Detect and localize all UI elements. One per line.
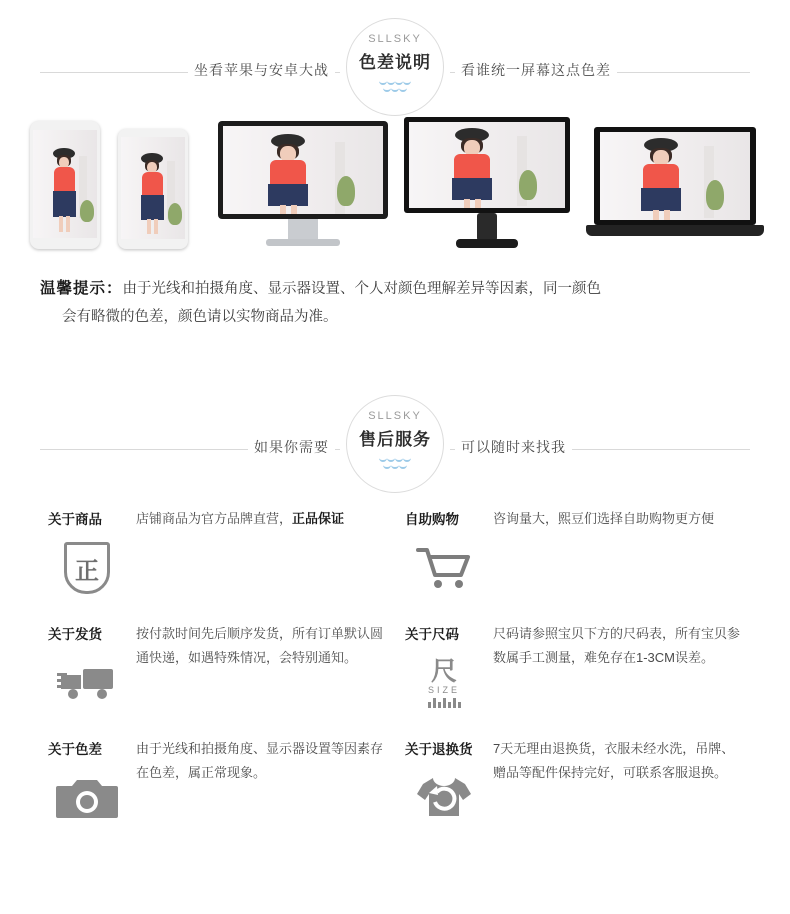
service-header-left-text: 如果你需要 <box>248 437 335 457</box>
tip-line-2: 会有略微的色差，颜色请以实物商品为准。 <box>62 309 338 325</box>
service-body <box>136 622 385 715</box>
color-header-right-text: 看谁统一屏幕这点色差 <box>455 60 617 80</box>
monitor-bezel <box>404 117 570 213</box>
tip-line-1: 由于光线和拍摄角度、显示器设置、个人对颜色理解差异等因素，同一颜色 <box>122 281 602 297</box>
service-title: 关于尺码 <box>405 627 459 642</box>
badge-title: 售后服务 <box>359 430 431 449</box>
service-body-text: 咨询量大，熙豆们选择自助购物更方便 <box>493 511 715 526</box>
service-item-return <box>405 737 742 830</box>
service-body-text: 按付款时间先后顺序发货，所有订单默认圆通快递，如遇特殊情况，会特别通知。 <box>136 626 384 665</box>
imac-base <box>266 239 340 246</box>
ruler-icon <box>412 651 476 715</box>
ruler-ticks <box>428 698 461 708</box>
delivery-truck-icon <box>55 651 119 715</box>
laptop-base <box>586 225 764 236</box>
service-body-text: 由于光线和拍摄角度、显示器设置等因素存在色差，属正常现象。 <box>136 741 384 780</box>
color-tip-block <box>40 275 750 331</box>
service-body-text: 尺码请参照宝贝下方的尺码表，所有宝贝参数属手工测量，难免存在1-3CM误差。 <box>493 626 741 665</box>
service-icon-column <box>405 507 483 600</box>
service-body-text: 7天无理由退换货，衣服未经水洗，吊牌、赠品等配件保持完好，可联系客服退换。 <box>493 741 735 780</box>
tip-label: 温馨提示： <box>40 280 123 297</box>
wave-decoration <box>347 79 443 85</box>
service-item-product <box>48 507 385 600</box>
service-body-text: 店铺商品为官方品牌直营， <box>136 511 293 526</box>
service-body <box>493 622 742 715</box>
wave-decoration-2 <box>347 463 443 469</box>
service-body-strong: 正品保证 <box>292 511 345 526</box>
device-lcd-monitor <box>404 117 570 249</box>
service-icon-column <box>405 622 483 715</box>
model-photo <box>121 137 185 239</box>
service-title: 关于退换货 <box>405 742 473 757</box>
service-item-shipping <box>48 622 385 715</box>
model-photo <box>33 130 97 238</box>
badge-brand-name: SLLSKY <box>368 410 422 422</box>
ruler-char: 尺 <box>430 656 457 686</box>
service-body <box>136 737 385 830</box>
service-icon-column <box>48 737 126 830</box>
service-header-right-text: 可以随时来找我 <box>455 437 572 457</box>
color-section-badge <box>346 18 444 116</box>
wave-decoration <box>347 456 443 462</box>
service-list <box>48 507 742 830</box>
service-item-color <box>48 737 385 830</box>
model-photo <box>223 126 383 214</box>
monitor-neck <box>477 213 497 241</box>
model-photo <box>409 122 565 208</box>
camera-icon <box>55 766 119 830</box>
service-icon-column <box>48 507 126 600</box>
device-smartphone-small <box>118 129 188 249</box>
model-photo <box>600 132 750 220</box>
service-section-header <box>0 377 790 477</box>
service-title: 关于发货 <box>48 627 102 642</box>
service-body <box>136 507 385 600</box>
service-body <box>493 507 742 600</box>
service-item-self-shopping <box>405 507 742 600</box>
tshirt-return-icon <box>412 766 476 830</box>
imac-neck <box>288 219 318 241</box>
imac-bezel <box>218 121 388 219</box>
ruler-label: SIZE <box>427 685 460 695</box>
service-title: 关于商品 <box>48 512 102 527</box>
badge-brand-name: SLLSKY <box>368 33 422 45</box>
color-section-header <box>0 0 790 100</box>
badge-title: 色差说明 <box>359 53 431 72</box>
device-showcase <box>0 104 790 249</box>
service-icon-column <box>405 737 483 830</box>
monitor-base <box>456 239 518 248</box>
service-icon-column <box>48 622 126 715</box>
service-title: 自助购物 <box>405 512 459 527</box>
service-title: 关于色差 <box>48 742 102 757</box>
service-section-badge <box>346 395 444 493</box>
device-imac-desktop <box>218 121 388 249</box>
service-item-size <box>405 622 742 715</box>
laptop-bezel <box>594 127 756 225</box>
device-laptop <box>586 127 764 249</box>
color-header-left-text: 坐看苹果与安卓大战 <box>188 60 335 80</box>
wave-decoration-2 <box>347 86 443 92</box>
device-smartphone-large <box>30 121 100 249</box>
zheng-badge-icon: 正 <box>55 536 119 600</box>
service-body <box>493 737 742 830</box>
shopping-cart-icon <box>412 536 476 600</box>
